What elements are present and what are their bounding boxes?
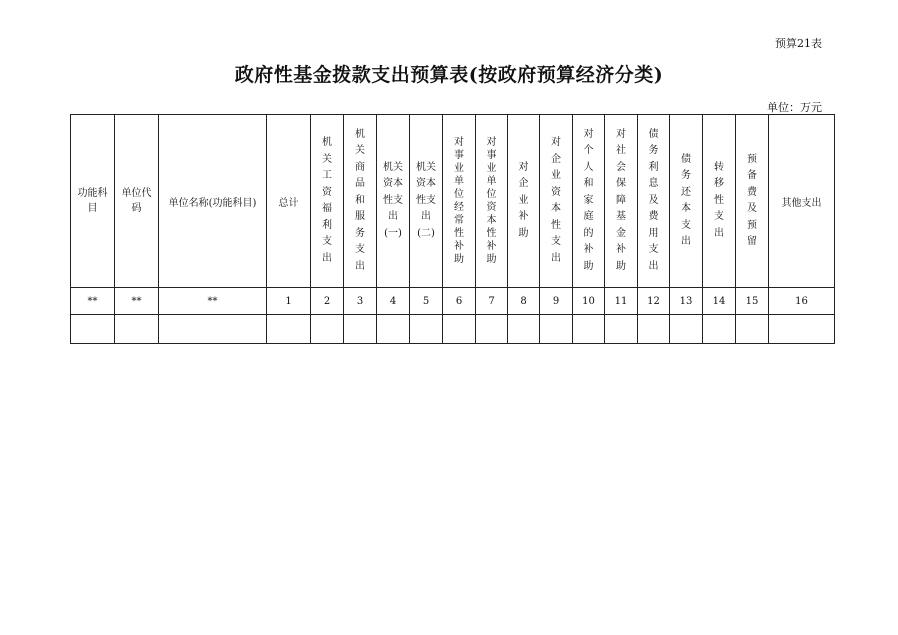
table-cell-empty xyxy=(736,315,769,344)
col-header-label: 对企业补助 xyxy=(518,161,529,239)
col-header-label: 其他支出 xyxy=(781,197,822,209)
table-cell: 15 xyxy=(736,288,769,315)
budget-table xyxy=(70,114,835,344)
col-header-label: 对事业单位经常性补助 xyxy=(454,137,464,265)
col-header-goods-services xyxy=(344,115,377,288)
col-header-label: 转移性支出 xyxy=(714,161,724,239)
col-header-personal-family-subsidy xyxy=(573,115,605,288)
table-cell-empty xyxy=(476,315,508,344)
table-cell: 13 xyxy=(670,288,703,315)
table-cell: ** xyxy=(115,288,159,315)
table-cell: 8 xyxy=(508,288,540,315)
table-cell: 11 xyxy=(605,288,638,315)
table-cell-empty xyxy=(410,315,443,344)
col-header-label: 预备费及预留 xyxy=(747,153,757,247)
table-cell-empty xyxy=(769,315,835,344)
col-header-label: 对企业资本性支出 xyxy=(551,137,561,264)
unit-label: 单位：万元 xyxy=(767,101,822,114)
col-header-total xyxy=(267,115,311,288)
table-index-row xyxy=(71,288,835,315)
col-header-label: 对个人和家庭的补助 xyxy=(583,128,594,272)
table-header-row xyxy=(71,115,835,288)
col-header-enterprise-subsidy xyxy=(508,115,540,288)
col-header-label: 对事业单位资本性补助 xyxy=(486,137,497,265)
col-header-enterprise-capital xyxy=(540,115,573,288)
table-cell-empty xyxy=(344,315,377,344)
col-header-label: 债务利息及费用支出 xyxy=(648,128,659,272)
table-cell: 3 xyxy=(344,288,377,315)
table-cell-empty xyxy=(638,315,670,344)
table-cell-empty xyxy=(443,315,476,344)
col-header-label: 机关商品和服务支出 xyxy=(355,128,365,272)
col-header-label: 机关资本性支出(二) xyxy=(416,161,436,239)
col-header-label: 机关工资福利支出 xyxy=(322,137,332,264)
table-row-empty xyxy=(71,315,835,344)
col-header-other xyxy=(769,115,835,288)
col-header-function-subject xyxy=(71,115,115,288)
col-header-debt-principal xyxy=(670,115,703,288)
table-cell: 4 xyxy=(377,288,410,315)
col-header-unit-code xyxy=(115,115,159,288)
table-cell: ** xyxy=(159,288,267,315)
col-header-capital-1 xyxy=(377,115,410,288)
col-header-capital-2 xyxy=(410,115,443,288)
table-cell: 10 xyxy=(573,288,605,315)
table-cell-empty xyxy=(573,315,605,344)
col-header-label: 对社会保障基金补助 xyxy=(616,128,626,272)
table-cell-empty xyxy=(670,315,703,344)
table-cell-empty xyxy=(159,315,267,344)
col-header-label: 功能科目 xyxy=(77,188,108,214)
col-header-transfer xyxy=(703,115,736,288)
table-cell-empty xyxy=(267,315,311,344)
col-header-label: 单位名称(功能科目) xyxy=(168,197,257,209)
table-cell: 9 xyxy=(540,288,573,315)
table-cell: 12 xyxy=(638,288,670,315)
table-cell-empty xyxy=(377,315,410,344)
col-header-institution-regular-subsidy xyxy=(443,115,476,288)
col-header-label: 单位代码 xyxy=(121,188,152,214)
table-cell: 1 xyxy=(267,288,311,315)
col-header-label: 债务还本支出 xyxy=(681,153,691,247)
table-cell-empty xyxy=(115,315,159,344)
table-cell-empty xyxy=(71,315,115,344)
page-number: 预算21表 xyxy=(775,37,822,50)
table-cell: 2 xyxy=(311,288,344,315)
col-header-label: 机关资本性支出(一) xyxy=(383,161,403,239)
table-cell: 16 xyxy=(769,288,835,315)
document-title: 政府性基金拨款支出预算表(按政府预算经济分类) xyxy=(234,64,664,86)
table-cell: 6 xyxy=(443,288,476,315)
table-cell: ** xyxy=(71,288,115,315)
col-header-label: 总计 xyxy=(278,197,299,209)
table-cell: 5 xyxy=(410,288,443,315)
table-cell-empty xyxy=(311,315,344,344)
col-header-social-security-subsidy xyxy=(605,115,638,288)
col-header-debt-interest xyxy=(638,115,670,288)
table-cell: 14 xyxy=(703,288,736,315)
table-cell-empty xyxy=(703,315,736,344)
table-cell-empty xyxy=(540,315,573,344)
col-header-wage-welfare xyxy=(311,115,344,288)
col-header-unit-name xyxy=(159,115,267,288)
col-header-reserve xyxy=(736,115,769,288)
table-cell-empty xyxy=(605,315,638,344)
table-cell-empty xyxy=(508,315,540,344)
col-header-institution-capital-subsidy xyxy=(476,115,508,288)
table-cell: 7 xyxy=(476,288,508,315)
